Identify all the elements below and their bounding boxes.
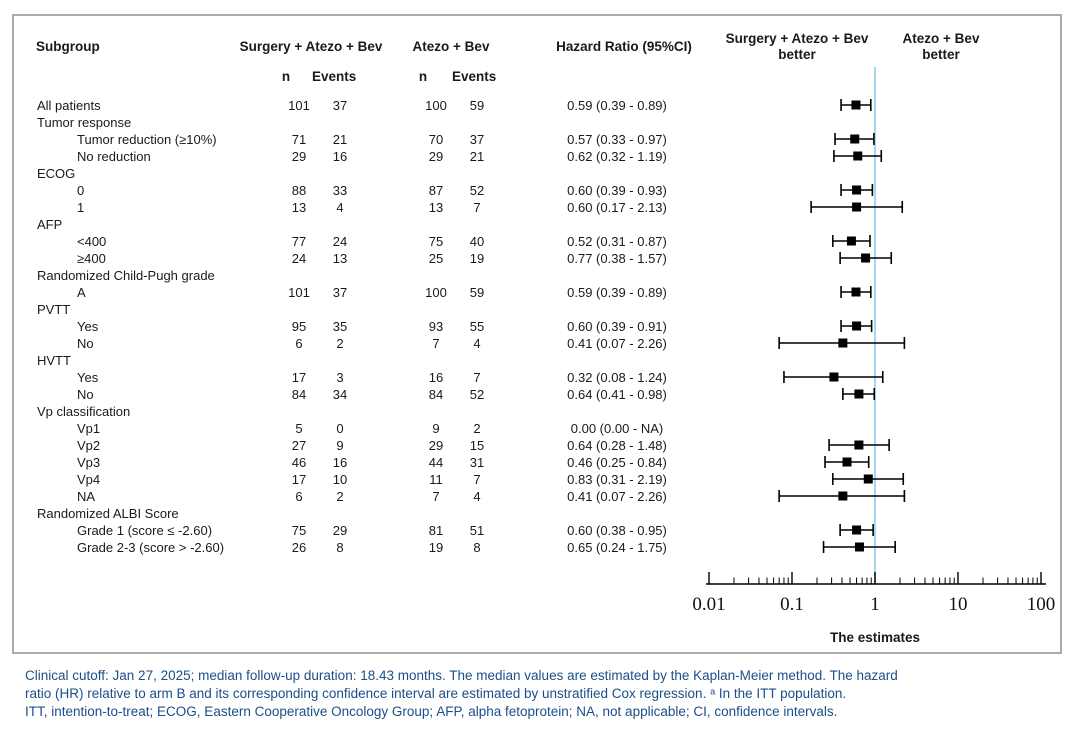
n-value-arm1: 46: [291, 454, 307, 470]
table-row: [0, 233, 1080, 250]
hr-ci-text: 0.46 (0.25 - 0.84): [567, 454, 667, 470]
subgroup-label: Grade 2-3 (score > -2.60): [77, 539, 225, 555]
n-value-arm2: 75: [428, 233, 444, 249]
hr-ci-text: 0.60 (0.17 - 2.13): [567, 199, 667, 215]
events-value-arm1: 37: [332, 284, 348, 300]
events-value-arm1: 9: [336, 437, 344, 453]
subgroup-label: AFP: [37, 216, 63, 232]
column-header-events-arm1: Events: [312, 69, 357, 84]
table-row: [0, 148, 1080, 165]
x-axis-tick-label: 1: [870, 594, 880, 615]
events-value-arm1: 10: [332, 471, 348, 487]
subgroup-label: Yes: [77, 318, 99, 334]
hr-ci-text: 0.77 (0.38 - 1.57): [567, 250, 667, 266]
hr-ci-text: 0.41 (0.07 - 2.26): [567, 488, 667, 504]
table-row: [0, 505, 1080, 522]
subgroup-label: Vp4: [77, 471, 101, 487]
n-value-arm1: 84: [291, 386, 307, 402]
x-axis-tick-label: 0.1: [780, 594, 804, 615]
n-value-arm1: 17: [291, 369, 307, 385]
hr-ci-text: 0.60 (0.38 - 0.95): [567, 522, 667, 538]
footnote-line-3: ITT, intention-to-treat; ECOG, Eastern Cooperative Oncology Group; AFP, alpha fetoprotein; NA, not applicable; CI, confidence intervals.: [25, 704, 838, 719]
events-value-arm2: 55: [469, 318, 485, 334]
hr-ci-text: 0.64 (0.41 - 0.98): [567, 386, 667, 402]
hr-ci-text: 0.57 (0.33 - 0.97): [567, 131, 667, 147]
n-value-arm2: 16: [428, 369, 444, 385]
events-value-arm2: 7: [473, 369, 481, 385]
x-axis-tick-label: 10: [948, 594, 968, 615]
n-value-arm1: 29: [291, 148, 307, 164]
n-value-arm2: 25: [428, 250, 444, 266]
events-value-arm2: 31: [469, 454, 485, 470]
events-value-arm1: 16: [332, 454, 348, 470]
table-row: [0, 386, 1080, 403]
direction-label-left-line2: better: [778, 47, 816, 62]
table-row: [0, 182, 1080, 199]
table-row: [0, 539, 1080, 556]
table-row: [0, 369, 1080, 386]
n-value-arm2: 87: [428, 182, 444, 198]
footnote-line-2: ratio (HR) relative to arm B and its corresponding confidence interval are estimated by unstratified Cox regression. ᵃ In the ITT population.: [25, 686, 847, 701]
n-value-arm2: 70: [428, 131, 444, 147]
subgroup-label: ECOG: [37, 165, 76, 181]
table-row: [0, 301, 1080, 318]
n-value-arm1: 6: [295, 335, 303, 351]
n-value-arm2: 9: [432, 420, 440, 436]
events-value-arm1: 0: [336, 420, 344, 436]
table-row: [0, 522, 1080, 539]
events-value-arm2: 7: [473, 199, 481, 215]
subgroup-label: Grade 1 (score ≤ -2.60): [77, 522, 213, 538]
n-value-arm1: 101: [288, 284, 310, 300]
column-header-n-arm2: n: [418, 69, 428, 84]
subgroup-label: Randomized Child-Pugh grade: [37, 267, 215, 283]
events-value-arm1: 21: [332, 131, 348, 147]
subgroup-label: Yes: [77, 369, 99, 385]
n-value-arm1: 95: [291, 318, 307, 334]
table-row: [0, 267, 1080, 284]
subgroup-label: Vp3: [77, 454, 101, 470]
table-row: [0, 97, 1080, 114]
subgroup-label: 1: [77, 199, 85, 215]
n-value-arm1: 75: [291, 522, 307, 538]
events-value-arm1: 3: [336, 369, 344, 385]
events-value-arm2: 4: [473, 335, 481, 351]
subgroup-label: <400: [77, 233, 107, 249]
events-value-arm2: 19: [469, 250, 485, 266]
column-header-arm1: Surgery + Atezo + Bev: [239, 39, 383, 54]
table-row: [0, 352, 1080, 369]
subgroup-label: ≥400: [77, 250, 106, 266]
events-value-arm1: 2: [336, 488, 344, 504]
n-value-arm1: 88: [291, 182, 307, 198]
n-value-arm2: 13: [428, 199, 444, 215]
n-value-arm2: 100: [425, 284, 447, 300]
table-row: [0, 454, 1080, 471]
events-value-arm2: 8: [473, 539, 481, 555]
hr-ci-text: 0.83 (0.31 - 2.19): [567, 471, 667, 487]
n-value-arm2: 29: [428, 148, 444, 164]
subgroup-label: Tumor response: [37, 114, 132, 130]
events-value-arm2: 59: [469, 284, 485, 300]
table-row: [0, 216, 1080, 233]
n-value-arm2: 7: [432, 335, 440, 351]
hr-ci-text: 0.60 (0.39 - 0.91): [567, 318, 667, 334]
events-value-arm1: 35: [332, 318, 348, 334]
events-value-arm2: 7: [473, 471, 481, 487]
footnote-line-1: Clinical cutoff: Jan 27, 2025; median follow-up duration: 18.43 months. The median values are estimated by the Kaplan-Meier method. The hazard: [25, 668, 898, 683]
events-value-arm1: 8: [336, 539, 344, 555]
table-row: [0, 114, 1080, 131]
table-row: [0, 165, 1080, 182]
table-row: [0, 318, 1080, 335]
direction-label-right-line2: better: [922, 47, 960, 62]
events-value-arm1: 37: [332, 97, 348, 113]
subgroup-label: NA: [77, 488, 96, 504]
subgroup-label: PVTT: [37, 301, 71, 317]
hr-ci-text: 0.59 (0.39 - 0.89): [567, 284, 667, 300]
x-axis-tick-label: 0.01: [692, 594, 726, 615]
subgroup-label: 0: [77, 182, 85, 198]
direction-label-right-line1: Atezo + Bev: [902, 31, 980, 46]
column-header-arm2: Atezo + Bev: [412, 39, 490, 54]
n-value-arm1: 13: [291, 199, 307, 215]
table-row: [0, 403, 1080, 420]
hr-ci-text: 0.00 (0.00 - NA): [570, 420, 664, 436]
subgroup-label: Randomized ALBI Score: [37, 505, 179, 521]
n-value-arm2: 7: [432, 488, 440, 504]
hr-ci-text: 0.41 (0.07 - 2.26): [567, 335, 667, 351]
events-value-arm2: 51: [469, 522, 485, 538]
subgroup-label: Vp2: [77, 437, 101, 453]
subgroup-label: No: [77, 386, 94, 402]
n-value-arm1: 24: [291, 250, 307, 266]
n-value-arm1: 77: [291, 233, 307, 249]
n-value-arm2: 84: [428, 386, 444, 402]
hr-ci-text: 0.64 (0.28 - 1.48): [567, 437, 667, 453]
hr-ci-text: 0.52 (0.31 - 0.87): [567, 233, 667, 249]
n-value-arm1: 71: [291, 131, 307, 147]
events-value-arm2: 15: [469, 437, 485, 453]
table-row: [0, 335, 1080, 352]
x-axis-tick-label: 100: [1026, 594, 1056, 615]
events-value-arm2: 52: [469, 386, 485, 402]
hr-ci-text: 0.62 (0.32 - 1.19): [567, 148, 667, 164]
events-value-arm1: 13: [332, 250, 348, 266]
subgroup-label: No: [77, 335, 94, 351]
events-value-arm1: 34: [332, 386, 348, 402]
column-header-subgroup: Subgroup: [36, 39, 100, 54]
table-row: [0, 199, 1080, 216]
events-value-arm1: 29: [332, 522, 348, 538]
subgroup-label: All patients: [37, 97, 101, 113]
events-value-arm2: 4: [473, 488, 481, 504]
table-row: [0, 131, 1080, 148]
n-value-arm1: 5: [295, 420, 303, 436]
table-row: [0, 284, 1080, 301]
hr-ci-text: 0.59 (0.39 - 0.89): [567, 97, 667, 113]
column-header-n-arm1: n: [281, 69, 291, 84]
n-value-arm2: 19: [428, 539, 444, 555]
events-value-arm1: 4: [336, 199, 344, 215]
hr-ci-text: 0.60 (0.39 - 0.93): [567, 182, 667, 198]
events-value-arm2: 2: [473, 420, 481, 436]
events-value-arm2: 40: [469, 233, 485, 249]
column-header-hazard-ratio: Hazard Ratio (95%CI): [556, 39, 692, 54]
table-row: [0, 420, 1080, 437]
subgroup-label: Vp1: [77, 420, 101, 436]
n-value-arm2: 11: [429, 471, 443, 487]
subgroup-label: No reduction: [77, 148, 151, 164]
subgroup-label: Tumor reduction (≥10%): [77, 131, 217, 147]
n-value-arm1: 6: [295, 488, 303, 504]
n-value-arm1: 27: [291, 437, 307, 453]
table-row: [0, 471, 1080, 488]
events-value-arm2: 52: [469, 182, 485, 198]
events-value-arm1: 33: [332, 182, 348, 198]
hr-ci-text: 0.32 (0.08 - 1.24): [567, 369, 667, 385]
subgroup-label: HVTT: [37, 352, 71, 368]
table-row: [0, 250, 1080, 267]
events-value-arm2: 21: [469, 148, 485, 164]
n-value-arm2: 100: [425, 97, 447, 113]
x-axis-title: The estimates: [829, 630, 921, 645]
hr-ci-text: 0.65 (0.24 - 1.75): [567, 539, 667, 555]
events-value-arm2: 37: [469, 131, 485, 147]
subgroup-label: A: [77, 284, 86, 300]
n-value-arm1: 101: [288, 97, 310, 113]
subgroup-label: Vp classification: [37, 403, 131, 419]
events-value-arm2: 59: [469, 97, 485, 113]
n-value-arm1: 26: [291, 539, 307, 555]
column-header-events-arm2: Events: [452, 69, 497, 84]
table-row: [0, 488, 1080, 505]
n-value-arm2: 44: [428, 454, 444, 470]
n-value-arm1: 17: [291, 471, 307, 487]
n-value-arm2: 93: [428, 318, 444, 334]
events-value-arm1: 16: [332, 148, 348, 164]
events-value-arm1: 2: [336, 335, 344, 351]
n-value-arm2: 29: [428, 437, 444, 453]
footnote: [25, 667, 1075, 721]
events-value-arm1: 24: [332, 233, 348, 249]
table-row: [0, 437, 1080, 454]
direction-label-left-line1: Surgery + Atezo + Bev: [725, 31, 869, 46]
n-value-arm2: 81: [428, 522, 444, 538]
